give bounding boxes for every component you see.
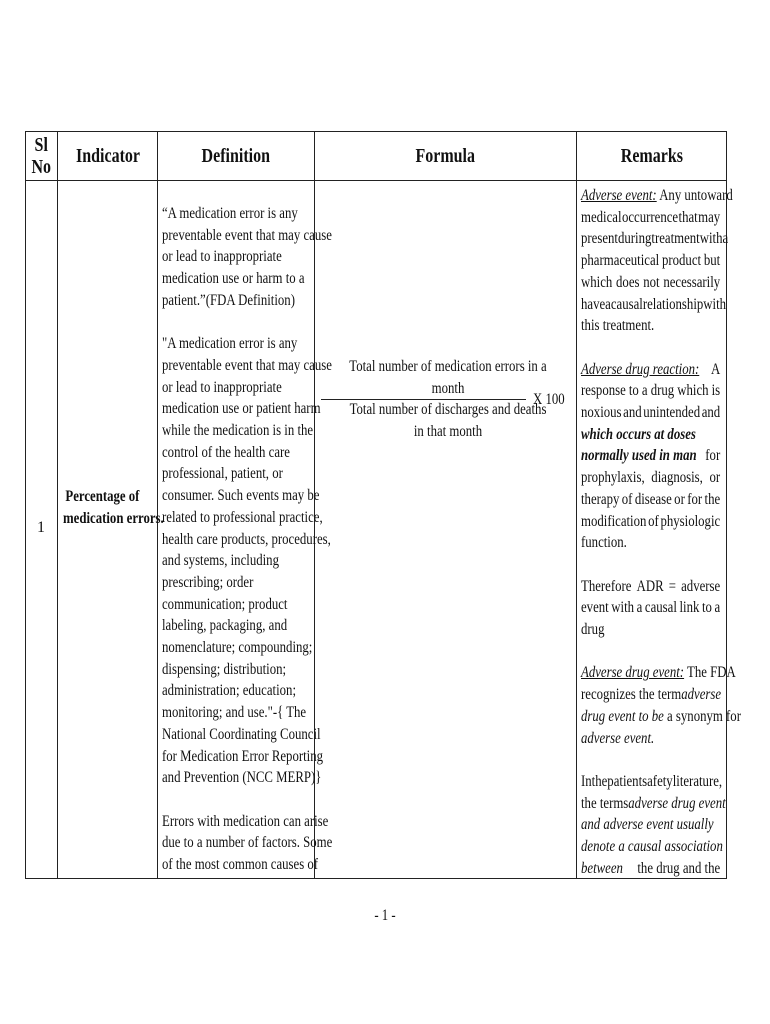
adr-term: Adverse drug reaction: — [581, 360, 700, 378]
definition-line: control of the health care — [162, 443, 290, 461]
header-formula — [315, 132, 577, 181]
header-remarks — [577, 132, 727, 181]
indicator-line-2: medication errors. — [63, 509, 164, 527]
remarks-line: drug — [581, 621, 605, 639]
remarks-line: prophylaxis, diagnosis, or — [581, 469, 721, 487]
table-row — [26, 181, 727, 879]
remarks-line: pharmaceutical product but — [581, 252, 721, 270]
remarks-line: this treatment. — [581, 317, 655, 335]
header-sl-no-text: Sl No — [31, 133, 52, 178]
remarks-italic-fragment: adverse — [681, 686, 722, 704]
remarks-line: therapy of disease or for the — [581, 490, 721, 508]
definition-line: health care products, procedures, — [162, 530, 331, 548]
definition-line: National Coordinating Council — [162, 725, 321, 743]
ade-term: Adverse drug event: — [581, 664, 685, 682]
remarks-line: which does not necessarily — [581, 273, 721, 291]
remarks-line: response to a drug which is — [581, 382, 721, 400]
definition-line: and systems, including — [162, 552, 279, 570]
remarks-line: function. — [581, 534, 627, 552]
remarks-text-fragment: Any untoward — [659, 187, 733, 204]
cell-remarks — [577, 181, 741, 879]
remarks-line: In the patient safety literature, — [581, 772, 723, 790]
formula-denominator-line: Total number of discharges and deaths — [349, 401, 547, 418]
definition-line: of the most common causes of — [162, 856, 319, 874]
formula-multiplier: X 100 — [533, 391, 565, 408]
remarks-text-fragment: The FDA — [687, 664, 736, 682]
definition-line: preventable event that may cause — [162, 226, 332, 244]
cell-sl-no — [26, 181, 58, 879]
remarks-line: present during treatment with a — [581, 230, 729, 248]
remarks-italic-line: denote a causal association — [581, 838, 723, 856]
header-indicator — [58, 132, 158, 181]
sl-no-value: 1 — [37, 519, 45, 536]
definition-line: for Medication Error Reporting — [162, 747, 324, 765]
header-remarks-text: Remarks — [620, 144, 683, 167]
definition-line: dispensing; distribution; — [162, 660, 287, 678]
definition-line: or lead to inappropriate — [162, 248, 282, 266]
definition-line: related to professional practice, — [162, 508, 323, 526]
definition-line: preventable event that may cause — [162, 356, 332, 374]
definition-paragraph-3 — [162, 811, 332, 876]
definition-line: while the medication is in the — [162, 422, 314, 440]
definition-line: prescribing; order — [162, 573, 254, 591]
definition-line: medication use or patient harm — [162, 400, 321, 418]
cell-indicator — [58, 181, 164, 879]
formula-denominator — [348, 399, 548, 442]
definition-paragraph-2 — [162, 333, 332, 789]
remarks-line: medical occurrence that may — [581, 208, 721, 226]
adr-bold-phrase: which occurs at doses — [581, 425, 696, 443]
definition-line: nomenclature; compounding; — [162, 639, 313, 657]
remarks-italic-fragment: drug event to be — [581, 707, 664, 725]
definition-line: consumer. Such events may be — [162, 487, 320, 505]
remarks-text-fragment: a synonym for — [667, 707, 741, 725]
cell-definition — [158, 181, 333, 879]
definition-line: monitoring; and use."-{ The — [162, 704, 307, 722]
definition-paragraph-1 — [162, 203, 332, 312]
formula-denominator-line: in that month — [413, 422, 483, 440]
header-sl-no — [26, 132, 58, 181]
indicator-table — [25, 131, 741, 879]
remarks-text-fragment: for — [705, 447, 721, 465]
definition-line: administration; education; — [162, 682, 297, 700]
remarks-italic-fragment: between — [581, 859, 623, 877]
definition-line: and Prevention (NCC MERP)} — [162, 769, 322, 787]
definition-line: "A medication error is any — [162, 335, 298, 353]
remarks-line: modification of physiologic — [581, 512, 721, 530]
remarks-text-fragment: A — [710, 360, 721, 378]
definition-line: patient.”(FDA Definition) — [162, 291, 295, 309]
indicator-line-1: Percentage of — [65, 488, 140, 505]
header-definition — [158, 132, 315, 181]
remarks-line: have a causal relationship with — [581, 295, 727, 313]
remarks-text — [581, 185, 741, 879]
definition-line: Errors with medication can arise — [162, 812, 329, 830]
cell-formula — [315, 181, 577, 879]
definition-line: or lead to inappropriate — [162, 378, 282, 396]
adr-bold-phrase: normally used in man — [581, 447, 697, 465]
formula-numerator — [348, 356, 548, 399]
remarks-italic-fragment: adverse event. — [581, 729, 655, 747]
definition-text — [162, 203, 332, 876]
remarks-text-fragment: recognizes the term — [581, 686, 682, 704]
header-formula-text: Formula — [415, 144, 476, 167]
formula-numerator-line: month — [431, 379, 465, 397]
remarks-italic-line: and adverse event usually — [581, 816, 714, 834]
table-header-row — [26, 132, 727, 181]
page-number: - 1 - — [374, 907, 396, 924]
header-definition-text: Definition — [201, 144, 271, 167]
adverse-event-term: Adverse event: — [581, 187, 657, 204]
formula-numerator-line: Total number of medication errors in a — [349, 358, 547, 375]
header-indicator-text: Indicator — [75, 144, 140, 167]
remarks-italic-fragment: adverse drug event — [628, 794, 726, 812]
remarks-text-fragment: the drug and the — [637, 859, 721, 877]
definition-line: medication use or harm to a — [162, 270, 305, 288]
definition-line: communication; product — [162, 595, 288, 613]
remarks-line: noxious and unintended and — [581, 404, 721, 422]
remarks-line: event with a causal link to a — [581, 599, 721, 617]
remarks-text-fragment: the terms — [581, 794, 629, 812]
indicator-text — [63, 486, 164, 529]
remarks-line: Therefore ADR = adverse — [581, 577, 721, 595]
definition-line: “A medication error is any — [162, 205, 298, 222]
definition-line: due to a number of factors. Some — [162, 834, 333, 852]
definition-line: labeling, packaging, and — [162, 617, 288, 635]
definition-line: professional, patient, or — [162, 465, 283, 483]
